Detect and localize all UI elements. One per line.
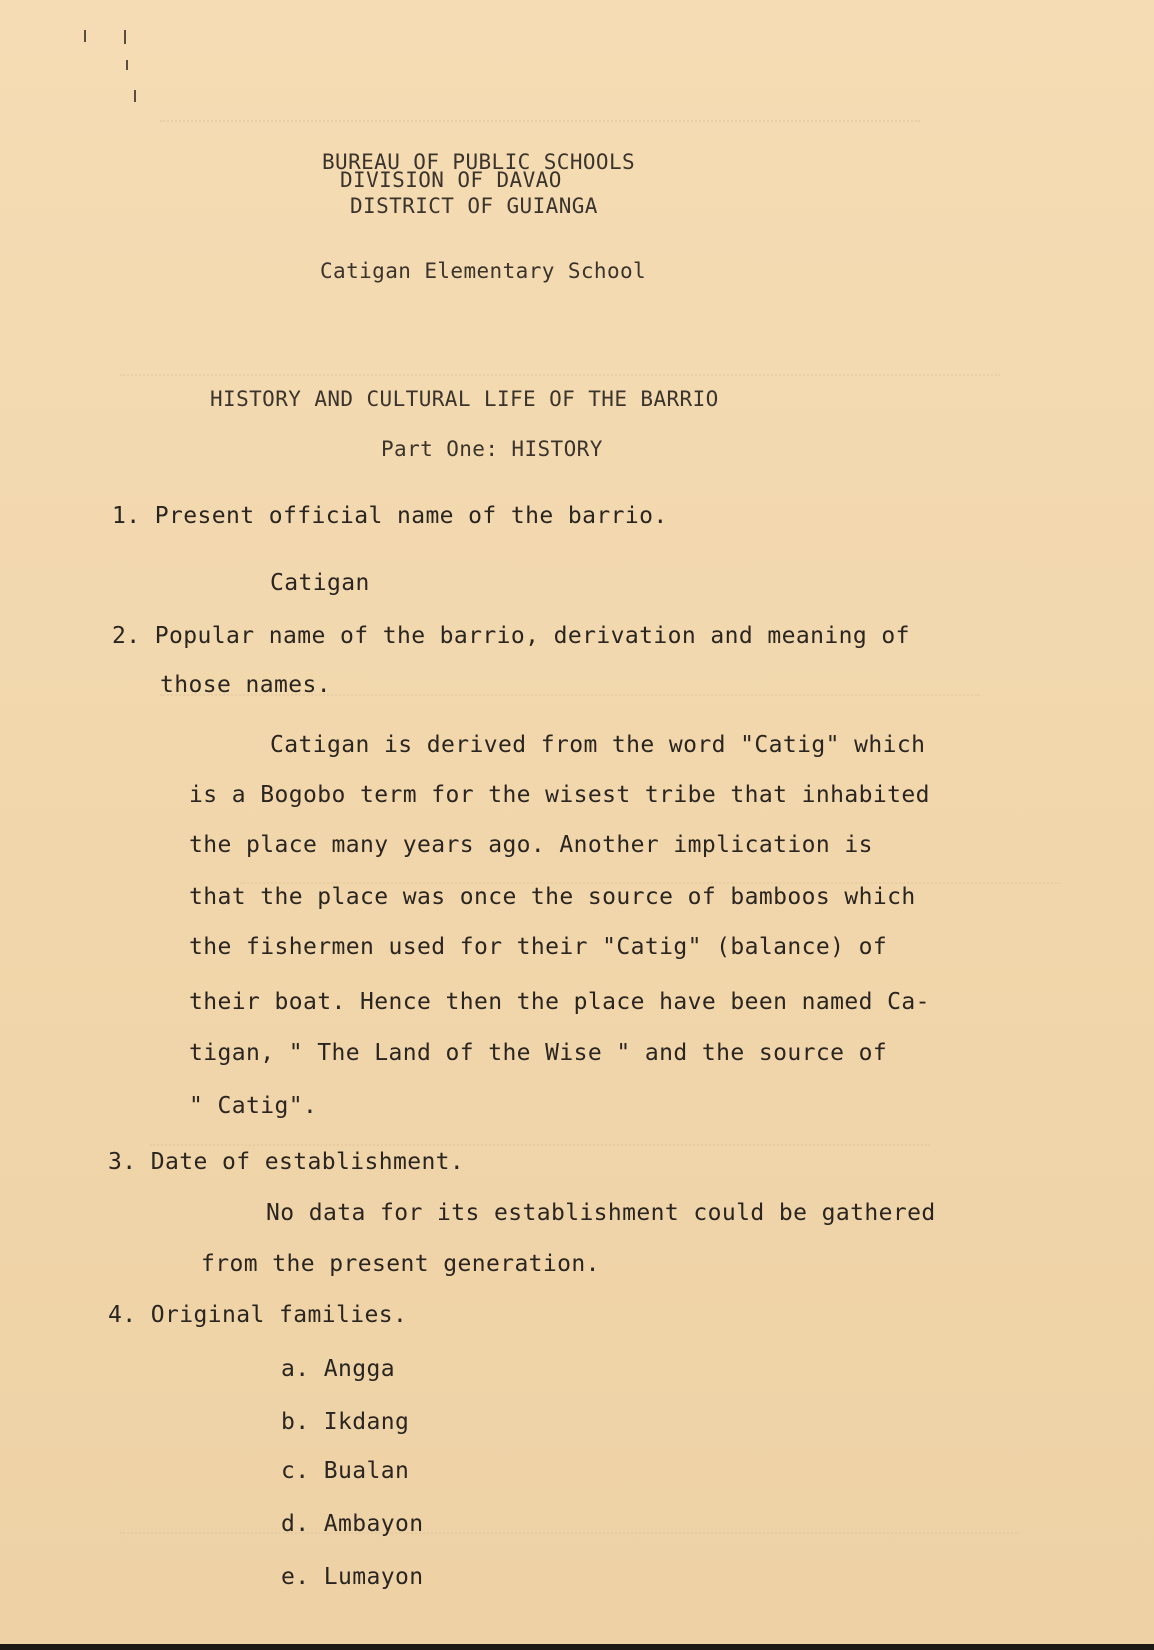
answer-2-line: Catigan is derived from the word "Catig" which: [270, 732, 926, 758]
bleed-through-text: [240, 860, 1060, 884]
bleed-through-text: [150, 1122, 930, 1146]
family-item: b. Ikdang: [281, 1409, 410, 1435]
bleed-through-text: [120, 1510, 1020, 1534]
margin-mark: [126, 60, 128, 70]
page-bottom-edge: [0, 1644, 1154, 1650]
margin-mark: [124, 30, 126, 44]
answer-2-line: the place many years ago. Another implication is: [189, 832, 873, 858]
part-title: Part One: HISTORY: [381, 437, 603, 461]
answer-1: Catigan: [270, 570, 370, 596]
bleed-through-text: [160, 98, 920, 122]
question-4: 4. Original families.: [108, 1302, 408, 1328]
header-school: Catigan Elementary School: [320, 259, 647, 283]
family-item: d. Ambayon: [281, 1511, 424, 1537]
family-item: a. Angga: [281, 1356, 395, 1382]
question-2-line: 2. Popular name of the barrio, derivation and meaning of: [112, 623, 910, 649]
bleed-through-text: [120, 352, 1000, 376]
header-district: DISTRICT OF GUIANGA: [350, 194, 598, 218]
answer-2-line: the fishermen used for their "Catig" (balance) of: [189, 934, 888, 960]
question-3: 3. Date of establishment.: [108, 1149, 465, 1175]
question-2-line: those names.: [160, 672, 331, 698]
family-item: e. Lumayon: [281, 1564, 424, 1590]
answer-2-line: tigan, " The Land of the Wise " and the source of: [189, 1040, 888, 1066]
header-division: DIVISION OF DAVAO: [340, 168, 562, 192]
answer-2-line: that the place was once the source of bamboos which: [189, 884, 916, 910]
question-1: 1. Present official name of the barrio.: [112, 503, 668, 529]
margin-mark: [134, 90, 136, 102]
answer-2-line: " Catig".: [189, 1093, 318, 1119]
answer-2-line: is a Bogobo term for the wisest tribe that inhabited: [189, 782, 930, 808]
document-title: HISTORY AND CULTURAL LIFE OF THE BARRIO: [210, 387, 719, 411]
margin-mark: [84, 30, 86, 42]
header-bureau: BUREAU OF PUBLIC SCHOOLS: [322, 150, 636, 174]
family-item: c. Bualan: [281, 1458, 410, 1484]
answer-2-line: their boat. Hence then the place have been named Ca-: [189, 989, 930, 1015]
answer-3-line: from the present generation.: [201, 1251, 600, 1277]
answer-3-line: No data for its establishment could be gathered: [266, 1200, 936, 1226]
